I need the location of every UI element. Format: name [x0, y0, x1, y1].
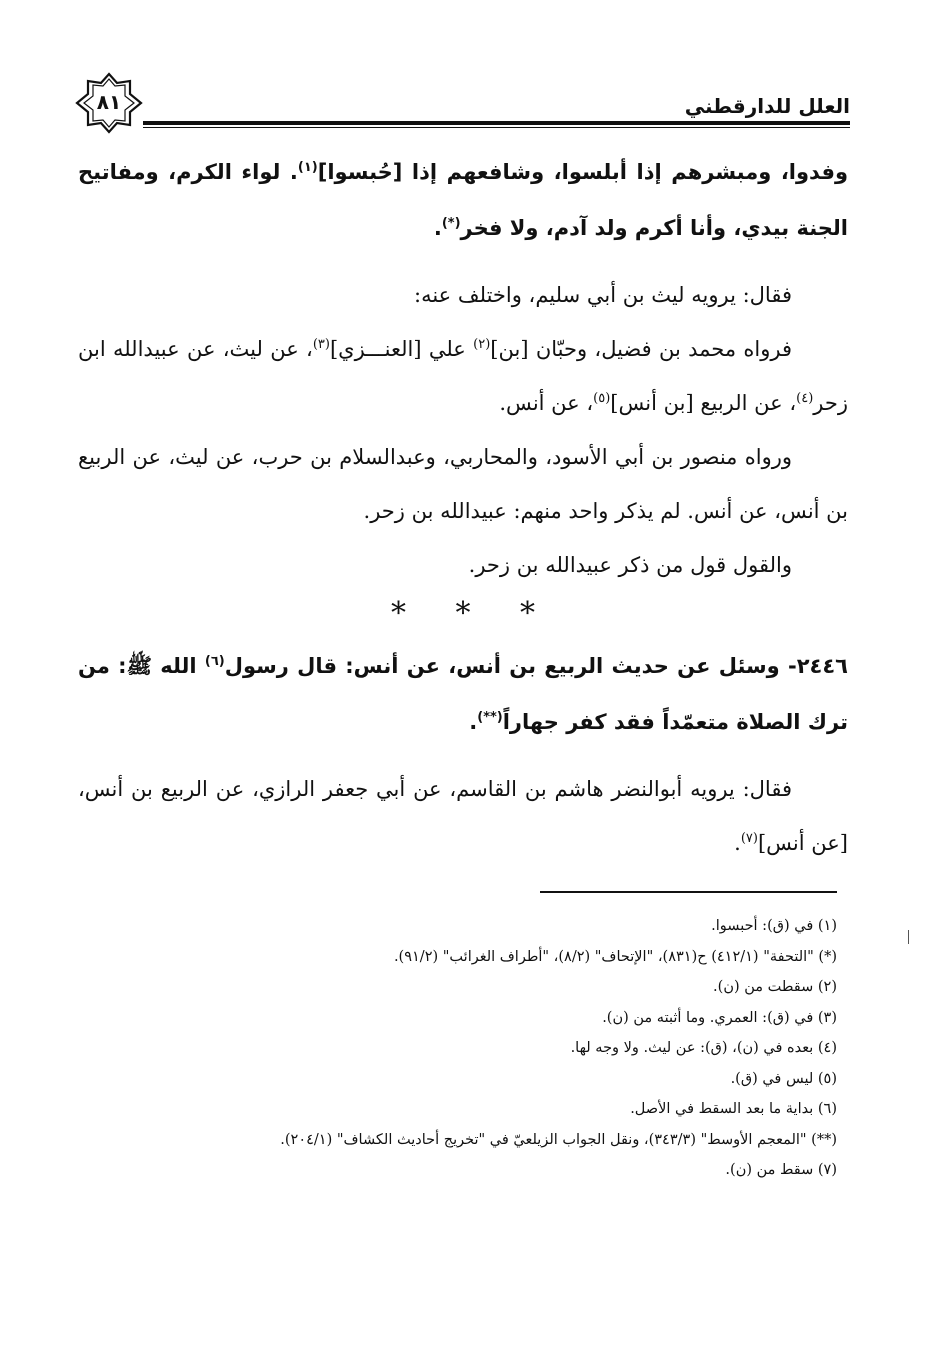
narration-paragraph — [78, 430, 848, 538]
header-rule — [143, 121, 850, 125]
footnote-ref: (٢) — [473, 337, 491, 352]
text-span: . — [469, 710, 478, 734]
hadith-entry — [78, 638, 848, 750]
margin-mark — [908, 930, 909, 944]
footnote: (٣) في (ق): العمري. وما أثبته من (ن). — [602, 1009, 837, 1026]
footnote-ref: (٥) — [593, 391, 611, 406]
footnote-ref: (*) — [441, 216, 461, 231]
text-span: الله ﷺ: من ترك الصلاة متعمّداً فقد كفر جهاراً — [78, 654, 848, 734]
footnotes — [140, 911, 837, 1186]
section-separator: * * * — [390, 596, 536, 631]
text-span: . — [734, 831, 741, 855]
text-span: . لواء الكرم، ومفاتيح الجنة بيدي، وأنا أكرم ولد آدم، ولا فخر — [78, 160, 848, 240]
text-span: ، عن ليث، عن عبيدالله ابن زحر — [78, 337, 848, 415]
text-span: فقال: يرويه أبوالنضر هاشم بن القاسم، عن أبي جعفر الرازي، عن الربيع بن أنس، [عن أنس] — [78, 777, 848, 855]
text-span: وفدوا، ومبشرهم إذا أبلسوا، وشافعهم إذا [حُبسوا] — [317, 160, 848, 184]
footnote: (٧) سقط من (ن). — [725, 1162, 837, 1178]
text-span: ٢٤٤٦- وسئل عن حديث الربيع بن أنس، عن أنس: قال رسول — [224, 654, 848, 678]
footnote: (١) في (ق): أحبسوا. — [711, 918, 837, 934]
footnote-divider — [540, 891, 837, 893]
text-span: ، عن أنس. — [499, 391, 594, 415]
text-span: والقول قول من ذكر عبيدالله بن زحر. — [468, 553, 792, 577]
hadith-continuation — [78, 144, 848, 256]
running-title: العلل للدارقطني — [684, 94, 850, 118]
answer-paragraph — [78, 762, 848, 870]
footnote-ref: (٣) — [312, 337, 330, 352]
conclusion-paragraph — [78, 538, 848, 592]
footnote: (٤) بعده في (ن)، (ق): عن ليث. ولا وجه لها. — [570, 1040, 837, 1056]
text-span: ورواه منصور بن أبي الأسود، والمحاربي، وعبدالسلام بن حرب، عن ليث، عن الربيع بن أنس، عن أنس. لم يذكر واحد منهم: عبيدالله بن زحر. — [78, 445, 848, 523]
footnote-ref: (**) — [477, 710, 503, 725]
text-span: فقال: يرويه ليث بن أبي سليم، واختلف عنه: — [414, 283, 792, 307]
footnote: (٢) سقطت من (ن). — [713, 979, 837, 995]
page-header — [75, 72, 850, 134]
footnote: (**) "المعجم الأوسط" (٣٤٣/٣)، ونقل الجواب الزيلعيّ في "تخريج أحاديث الكشاف" (٢٠٤/١). — [280, 1131, 837, 1148]
footnote: (*) "التحفة" (٤١٢/١) ح(٨٣١)، "الإتحاف" (٨/٢)، "أطراف الغرائب" (٩١/٢). — [393, 948, 837, 965]
text-span: ، عن الربيع [بن أنس] — [610, 391, 797, 415]
footnote-ref: (٦) — [204, 654, 225, 669]
footnote-ref: (٤) — [796, 391, 814, 406]
main-text — [78, 144, 848, 870]
page-number: ٨١ — [96, 90, 122, 114]
footnote-ref: (٧) — [740, 831, 758, 846]
narration-paragraph — [78, 322, 848, 430]
footnote-ref: (١) — [297, 160, 318, 175]
text-span: علي [العنـــزي] — [329, 337, 474, 361]
answer-paragraph — [78, 268, 848, 322]
text-span: فرواه محمد بن فضيل، وحبّان [بن] — [490, 337, 793, 361]
footnote: (٦) بداية ما بعد السقط في الأصل. — [630, 1101, 837, 1117]
header-rule-thin — [143, 127, 850, 128]
text-span: . — [433, 216, 442, 240]
page-number-badge — [75, 72, 143, 134]
footnote: (٥) ليس في (ق). — [730, 1070, 837, 1087]
